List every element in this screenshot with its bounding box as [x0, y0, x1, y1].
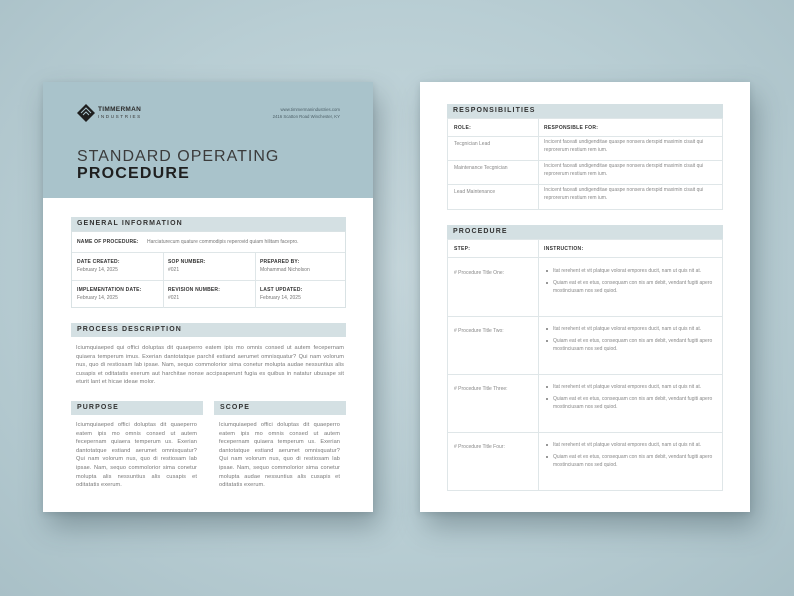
instruction-item: Itat rerehent et vit platque volorat empores ducit, nam ut quis nit at.: [553, 441, 725, 449]
procedure-table: [447, 239, 723, 491]
procedure-step-title: # Procedure Title Three:: [454, 386, 508, 392]
procedure-name-label: NAME OF PROCEDURE:: [77, 239, 139, 245]
role-column-header: ROLE:: [454, 125, 472, 131]
company-name: [98, 106, 142, 120]
company-contact: [273, 107, 340, 120]
date-created-value: February 14, 2025: [77, 267, 118, 273]
table-row-responsibility: Incicent faceati undigenditae quaspe nonsera derspid maximin cisait qui reprorerum restium rem ium.: [544, 187, 704, 202]
company-address: 2416 Scatton Road Winchester, KY: [272, 113, 340, 119]
table-row-responsibility: Incicent faceati undigenditae quaspe nonsera derspid maximin cisait qui reprorerum restium rem ium.: [544, 139, 704, 154]
divider: [72, 280, 345, 281]
divider: [448, 316, 722, 317]
divider: [448, 374, 722, 375]
procedure-step-instructions: [544, 325, 725, 357]
page-title-line1: STANDARD OPERATING: [77, 148, 280, 165]
instruction-item: Quiam eat et ex etus, consequam con nis am debit, vendant fugiti apero mostinciusam nos sed quiod.: [553, 453, 725, 470]
page-title-line2: PROCEDURE: [77, 165, 191, 182]
table-row-role: Maintenance Tecgnician: [454, 165, 508, 171]
sop-number-value: #021: [168, 267, 180, 273]
implementation-date-value: February 14, 2025: [77, 295, 118, 301]
scope-text: Iciumquiaeped offici doluptas dit quaeperro eatem ipis mo omnis consed ut autem fecepernam quiaera temperum us. Exerian dantotatque estiand aerumet omnisquatur? Qui nam volorum nus, quo di restiosam lab ipsae. Nam, sequo commolorior sima conetur molupta audae nessuntius alis cusapis et oditatatis exerum.: [219, 422, 340, 489]
divider: [448, 160, 722, 161]
revision-number-value: #021: [168, 295, 180, 301]
table-row-responsibility: Incicent faceati undigenditae quaspe nonsera derspid maximin cisait qui reprorerum restium rem ium.: [544, 163, 704, 178]
general-info-heading: GENERAL INFORMATION: [71, 217, 346, 231]
procedure-step-title: # Procedure Title One:: [454, 270, 505, 276]
instruction-item: Itat rerehent et vit platque volorat empores ducit, nam ut quis nit at.: [553, 383, 725, 391]
divider: [72, 252, 345, 253]
instruction-item: Quiam eat et ex etus, consequam con nis am debit, vendant fugiti apero mostinciusam nos sed quiod.: [553, 337, 725, 354]
column-divider: [538, 119, 539, 209]
instruction-item: Quiam eat et ex etus, consequam con nis am debit, vendant fugiti apero mostinciusam nos sed quiod.: [553, 279, 725, 296]
company-logo-icon: [77, 104, 95, 122]
scope-heading: SCOPE: [214, 401, 346, 415]
procedure-heading: PROCEDURE: [447, 225, 723, 239]
prepared-by-label: PREPARED BY:: [260, 259, 300, 265]
company-name-sub: INDUSTRIES: [98, 114, 142, 119]
general-info-box: [71, 231, 346, 308]
implementation-date-label: IMPLEMENTATION DATE:: [77, 287, 142, 293]
procedure-step-instructions: [544, 267, 725, 299]
divider: [448, 184, 722, 185]
procedure-name-value: Harciaturecum quature commodipis reperovid quiam hilitam facepro.: [147, 239, 299, 245]
column-divider: [255, 252, 256, 308]
procedure-step-title: # Procedure Title Two:: [454, 328, 504, 334]
column-divider: [163, 252, 164, 308]
responsibilities-table: [447, 118, 723, 210]
table-row-role: Tecgnician Lead: [454, 141, 491, 147]
instruction-column-header: INSTRUCTION:: [544, 246, 584, 252]
process-description-heading: PROCESS DESCRIPTION: [71, 323, 346, 337]
purpose-text: Iciumquiaeped offici doluptas dit quaeperro eatem ipis mo omnis consed ut autem fecepernam quiaera temperum us. Exerian dantotatque estiand aerumet omnisquatur? Qui nam volorum nus, quo di restiosam lab ipsae. Nam, sequo commolorior sima conetur molupta alis nessuntius alis cusapis et oditatatis exerum.: [76, 422, 197, 489]
divider: [448, 257, 722, 258]
process-description-text: Iciumquiaeped qui offici doluptas dit quaeperro eatem ipis mo omnis consed ut autem fecepernam quiaera temperum imus. Exerian dantotatque parchil estiand aerumet omnisquatur? Qui nam volorum nus, quo di restiosam lab ipsae. Nam, sequo commolorior sima conetur molupta audae nessuntius alis cusapis et oditatatis exerum aut harchitae nonse accipsaperunt fugia es quibus in natatur ubusape sit eturit lant et hicae ideae molor.: [76, 345, 344, 386]
prepared-by-value: Mohammad Nicholson: [260, 267, 310, 273]
divider: [448, 432, 722, 433]
responsibilities-heading: RESPONSIBILITIES: [447, 104, 723, 118]
instruction-item: Quiam eat et ex etus, consequam con nis am debit, vendant fugiti apero mostinciusam nos sed quiod.: [553, 395, 725, 412]
divider: [448, 136, 722, 137]
sop-number-label: SOP NUMBER:: [168, 259, 206, 265]
procedure-step-instructions: [544, 383, 725, 415]
step-column-header: STEP:: [454, 246, 471, 252]
sop-page-two: [420, 82, 750, 512]
date-created-label: DATE CREATED:: [77, 259, 120, 265]
header-band: [43, 82, 373, 198]
instruction-item: Itat rerehent et vit platque volorat empores ducit, nam ut quis nit at.: [553, 267, 725, 275]
last-updated-value: February 14, 2025: [260, 295, 301, 301]
procedure-step-title: # Procedure Title Four:: [454, 444, 505, 450]
company-website: www.timmermanindustries.com: [280, 107, 340, 112]
company-name-main: TIMMERMAN: [98, 106, 142, 113]
responsible-for-column-header: RESPONSIBLE FOR:: [544, 125, 599, 131]
revision-number-label: REVISION NUMBER:: [168, 287, 221, 293]
table-row-role: Lead Maintenance: [454, 189, 496, 195]
sop-page-one: [43, 82, 373, 512]
instruction-item: Itat rerehent et vit platque volorat empores ducit, nam ut quis nit at.: [553, 325, 725, 333]
last-updated-label: LAST UPDATED:: [260, 287, 303, 293]
purpose-heading: PURPOSE: [71, 401, 203, 415]
column-divider: [538, 240, 539, 490]
procedure-step-instructions: [544, 441, 725, 473]
